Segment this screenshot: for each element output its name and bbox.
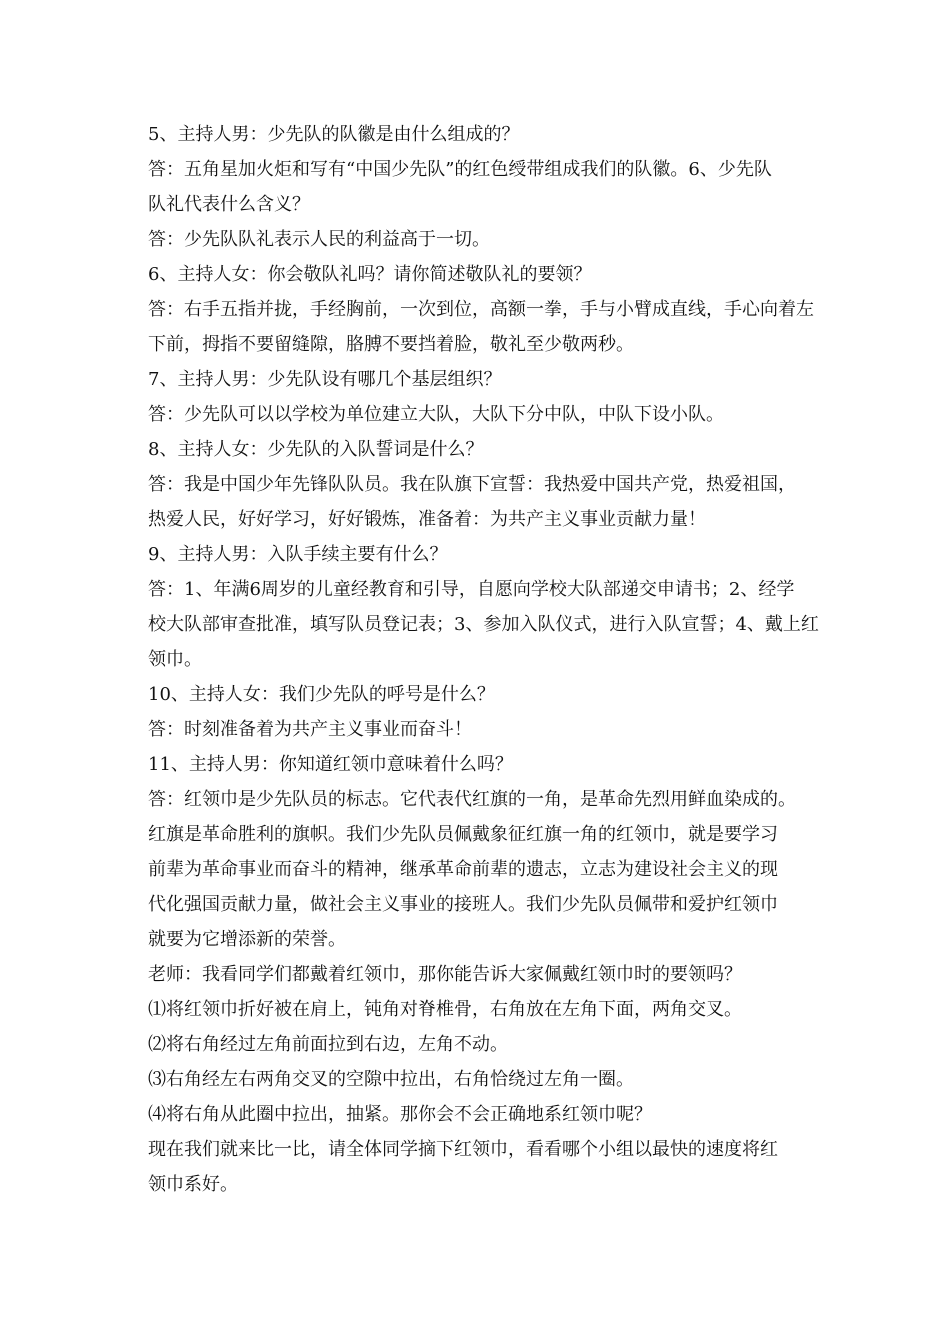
text-line: 答：少先队可以以学校为单位建立大队，大队下分中队，中队下设小队。 — [148, 404, 724, 425]
text-line: 队礼代表什么含义？ — [148, 194, 310, 215]
text-line: 领巾系好。 — [148, 1174, 238, 1195]
text-line: 11、主持人男：你知道红领巾意味着什么吗？ — [148, 754, 513, 775]
text-line: 就要为它增添新的荣誉。 — [148, 929, 346, 950]
text-line: ⑷将右角从此圈中拉出，抽紧。那你会不会正确地系红领巾呢？ — [148, 1104, 652, 1125]
text-line: 答：少先队队礼表示人民的利益高于一切。 — [148, 229, 490, 250]
text-line: 答：右手五指并拢，手经胸前，一次到位，高额一拳，手与小臂成直线，手心向着左 — [148, 299, 814, 320]
text-line: 7、主持人男：少先队设有哪几个基层组织？ — [148, 369, 502, 390]
text-line: 红旗是革命胜利的旗帜。我们少先队员佩戴象征红旗一角的红领巾，就是要学习 — [148, 824, 778, 845]
text-line: 老师：我看同学们都戴着红领巾，那你能告诉大家佩戴红领巾时的要领吗？ — [148, 964, 742, 985]
text-line: 现在我们就来比一比，请全体同学摘下红领巾，看看哪个小组以最快的速度将红 — [148, 1139, 778, 1160]
text-line: 校大队部审查批准，填写队员登记表；3、参加入队仪式，进行入队宣誓；4、戴上红 — [148, 614, 819, 635]
text-line: 10、主持人女：我们少先队的呼号是什么？ — [148, 684, 495, 705]
text-line: ⑴将红领巾折好被在肩上，钝角对脊椎骨，右角放在左角下面，两角交叉。 — [148, 999, 742, 1020]
text-line: 答：五角星加火炬和写有“中国少先队”的红色绶带组成我们的队徽。6、少先队 — [148, 159, 772, 180]
text-line: 热爱人民，好好学习，好好锻炼，准备着：为共产主义事业贡献力量！ — [148, 509, 706, 530]
text-line: 8、主持人女：少先队的入队誓词是什么？ — [148, 439, 484, 460]
text-line: 前辈为革命事业而奋斗的精神，继承革命前辈的遗志，立志为建设社会主义的现 — [148, 859, 778, 880]
text-line: 5、主持人男：少先队的队徽是由什么组成的？ — [148, 124, 520, 145]
text-line: ⑵将右角经过左角前面拉到右边，左角不动。 — [148, 1034, 508, 1055]
text-line: 答：我是中国少年先锋队队员。我在队旗下宣誓：我热爱中国共产党，热爱祖国， — [148, 474, 796, 495]
text-line: 答：红领巾是少先队员的标志。它代表代红旗的一角，是革命先烈用鲜血染成的。 — [148, 789, 796, 810]
text-line: 代化强国贡献力量，做社会主义事业的接班人。我们少先队员佩带和爱护红领巾 — [148, 894, 778, 915]
text-line: 9、主持人男：入队手续主要有什么？ — [148, 544, 448, 565]
text-line: 领巾。 — [148, 649, 202, 670]
text-line: 答：时刻准备着为共产主义事业而奋斗！ — [148, 719, 472, 740]
document-body — [148, 117, 819, 1202]
text-line: 答：1、年满6周岁的儿童经教育和引导，自愿向学校大队部递交申请书；2、经学 — [148, 579, 795, 600]
text-line: 下前，拇指不要留缝隙，胳膊不要挡着脸，敬礼至少敬两秒。 — [148, 334, 634, 355]
text-line: ⑶右角经左右两角交叉的空隙中拉出，右角恰绕过左角一圈。 — [148, 1069, 634, 1090]
text-line: 6、主持人女：你会敬队礼吗？请你简述敬队礼的要领？ — [148, 264, 592, 285]
